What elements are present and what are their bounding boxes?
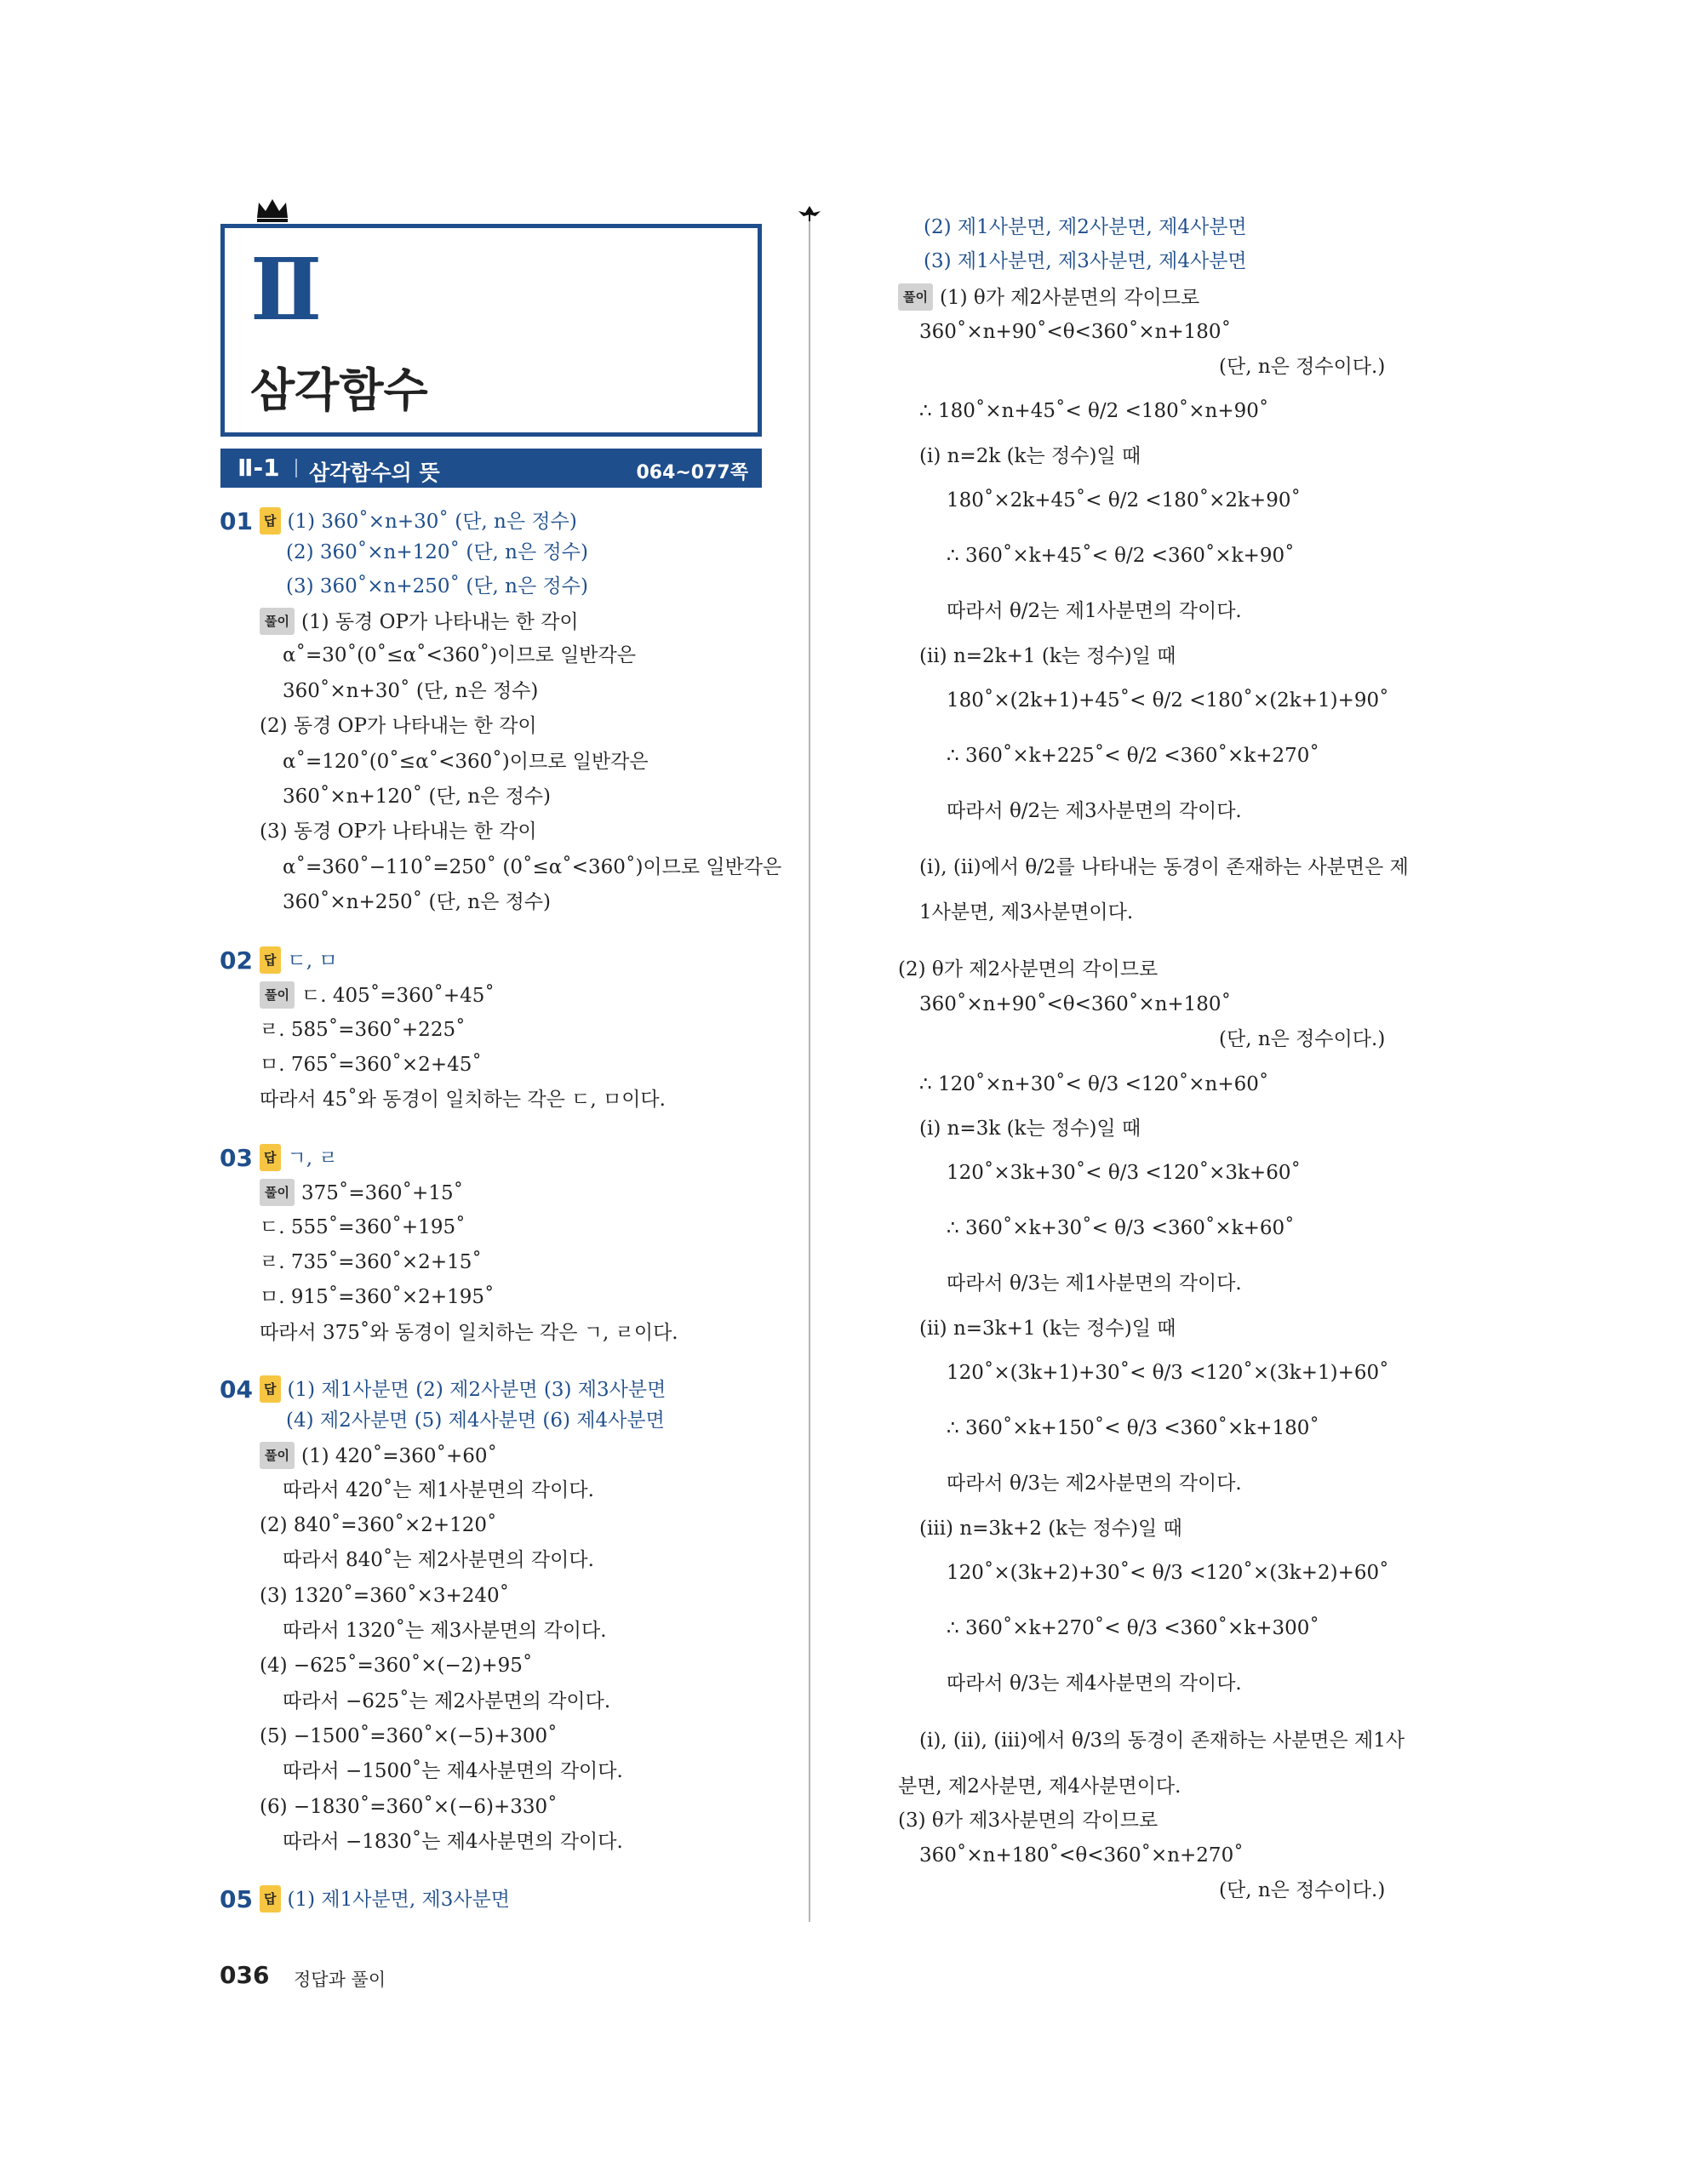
text-line: 360˚×n+90˚<θ<360˚×n+180˚ bbox=[919, 993, 1232, 1015]
column-divider-ornament-icon bbox=[797, 204, 822, 223]
text-line: (ⅲ) n=3k+2 (k는 정수)일 때 bbox=[919, 1518, 1182, 1540]
line-text: ㄷ, ㅁ bbox=[287, 950, 338, 972]
text-line: 180˚×(2k+1)+45˚< θ/2 <180˚×(2k+1)+90˚ bbox=[947, 689, 1389, 712]
section-number: Ⅱ-1 bbox=[237, 454, 280, 482]
text-line: 360˚×n+30˚ (단, n은 정수) bbox=[283, 680, 539, 702]
text-line: ∴ 360˚×k+45˚< θ/2 <360˚×k+90˚ bbox=[947, 545, 1295, 567]
solution-tag: 풀이 bbox=[898, 283, 933, 311]
text-line: ∴ 180˚×n+45˚< θ/2 <180˚×n+90˚ bbox=[919, 400, 1269, 422]
text-line: ∴ 360˚×k+270˚< θ/3 <360˚×k+300˚ bbox=[947, 1617, 1319, 1639]
solution-tag: 풀이 bbox=[260, 608, 295, 635]
line-text: ㄱ, ㄹ bbox=[287, 1147, 338, 1169]
text-line: 따라서 375˚와 동경이 일치하는 각은 ㄱ, ㄹ이다. bbox=[260, 1322, 678, 1344]
text-line: (3) 1320˚=360˚×3+240˚ bbox=[260, 1585, 510, 1607]
solution-tag: 풀이 bbox=[260, 981, 295, 1009]
line-text: (1) 420˚=360˚+60˚ bbox=[300, 1445, 497, 1467]
text-line: 따라서 θ/2는 제3사분면의 각이다. bbox=[947, 800, 1242, 822]
answer-tag: 답 bbox=[260, 1375, 281, 1403]
text-line: 120˚×3k+30˚< θ/3 <120˚×3k+60˚ bbox=[947, 1162, 1301, 1184]
text-line: 120˚×(3k+2)+30˚< θ/3 <120˚×(3k+2)+60˚ bbox=[947, 1562, 1389, 1584]
text-line: (2) 840˚=360˚×2+120˚ bbox=[260, 1514, 497, 1536]
answer-line bbox=[260, 1375, 666, 1403]
text-line: 분면, 제2사분면, 제4사분면이다. bbox=[898, 1775, 1181, 1798]
chapter-title: 삼각함수 bbox=[250, 363, 428, 417]
text-line: (단, n은 정수이다.) bbox=[1219, 356, 1386, 378]
text-line: 따라서 −1830˚는 제4사분면의 각이다. bbox=[283, 1831, 623, 1853]
chapter-header bbox=[220, 224, 762, 437]
problem-number: 01 bbox=[220, 507, 253, 535]
text-line: 1사분면, 제3사분면이다. bbox=[919, 901, 1134, 923]
answer-tag: 답 bbox=[260, 507, 281, 535]
text-line: α˚=30˚(0˚≤α˚<360˚)이므로 일반각은 bbox=[283, 644, 636, 666]
text-line: 따라서 420˚는 제1사분면의 각이다. bbox=[283, 1479, 594, 1501]
text-line: 180˚×2k+45˚< θ/2 <180˚×2k+90˚ bbox=[947, 489, 1301, 512]
line-text: (1) θ가 제2사분면의 각이므로 bbox=[939, 287, 1200, 309]
solution-line bbox=[260, 1442, 497, 1469]
text-line: (2) 제1사분면, 제2사분면, 제4사분면 bbox=[924, 216, 1247, 238]
text-line: 따라서 θ/3는 제1사분면의 각이다. bbox=[947, 1272, 1242, 1295]
solution-tag: 풀이 bbox=[260, 1179, 295, 1206]
problem-number: 03 bbox=[220, 1144, 253, 1172]
section-pages: 064~077쪽 bbox=[636, 462, 748, 483]
text-line: 따라서 −1500˚는 제4사분면의 각이다. bbox=[283, 1760, 623, 1782]
text-line: (ⅰ), (ⅱ)에서 θ/2를 나타내는 동경이 존재하는 사분면은 제 bbox=[919, 856, 1409, 878]
text-line: 따라서 1320˚는 제3사분면의 각이다. bbox=[283, 1620, 607, 1642]
answer-line bbox=[260, 946, 338, 974]
solution-tag: 풀이 bbox=[260, 1442, 295, 1469]
text-line: ∴ 360˚×k+150˚< θ/3 <360˚×k+180˚ bbox=[947, 1417, 1319, 1439]
crown-icon bbox=[255, 197, 289, 223]
text-line: 360˚×n+250˚ (단, n은 정수) bbox=[283, 891, 552, 913]
text-line: (4) 제2사분면 (5) 제4사분면 (6) 제4사분면 bbox=[286, 1409, 665, 1432]
text-line: ∴ 360˚×k+225˚< θ/2 <360˚×k+270˚ bbox=[947, 745, 1319, 767]
text-line: (6) −1830˚=360˚×(−6)+330˚ bbox=[260, 1796, 558, 1818]
problem-number: 05 bbox=[220, 1885, 253, 1913]
text-line: (단, n은 정수이다.) bbox=[1219, 1028, 1386, 1050]
section-title: 삼각함수의 뜻 bbox=[309, 460, 440, 485]
text-line: 따라서 θ/3는 제4사분면의 각이다. bbox=[947, 1672, 1242, 1695]
text-line: 따라서 θ/2는 제1사분면의 각이다. bbox=[947, 600, 1242, 622]
answer-tag: 답 bbox=[260, 1885, 281, 1912]
solution-line bbox=[260, 608, 579, 635]
line-text: ㄷ. 405˚=360˚+45˚ bbox=[300, 985, 495, 1007]
text-line: ∴ 360˚×k+30˚< θ/3 <360˚×k+60˚ bbox=[947, 1217, 1295, 1239]
text-line: (단, n은 정수이다.) bbox=[1219, 1879, 1386, 1901]
text-line: ∴ 120˚×n+30˚< θ/3 <120˚×n+60˚ bbox=[919, 1073, 1269, 1095]
solution-line bbox=[260, 981, 495, 1009]
text-line: (ⅰ) n=2k (k는 정수)일 때 bbox=[919, 445, 1141, 467]
text-line: (2) 동경 OP가 나타내는 한 각이 bbox=[260, 715, 537, 737]
text-line: (3) 제1사분면, 제3사분면, 제4사분면 bbox=[924, 250, 1247, 272]
text-line: 따라서 −625˚는 제2사분면의 각이다. bbox=[283, 1690, 611, 1712]
text-line: ㅁ. 915˚=360˚×2+195˚ bbox=[260, 1286, 495, 1308]
text-line: (2) 360˚×n+120˚ (단, n은 정수) bbox=[286, 541, 588, 563]
chapter-roman-numeral: Ⅱ bbox=[250, 239, 318, 340]
text-line: ㄷ. 555˚=360˚+195˚ bbox=[260, 1216, 466, 1238]
line-text: (1) 제1사분면 (2) 제2사분면 (3) 제3사분면 bbox=[287, 1379, 667, 1401]
text-line: ㄹ. 735˚=360˚×2+15˚ bbox=[260, 1251, 482, 1273]
text-line: (3) 360˚×n+250˚ (단, n은 정수) bbox=[286, 575, 588, 597]
answer-line bbox=[260, 1885, 510, 1912]
text-line: α˚=120˚(0˚≤α˚<360˚)이므로 일반각은 bbox=[283, 751, 649, 773]
line-text: 375˚=360˚+15˚ bbox=[300, 1182, 464, 1204]
text-line: (3) 동경 OP가 나타내는 한 각이 bbox=[260, 820, 537, 843]
answer-tag: 답 bbox=[260, 946, 281, 974]
text-line: (3) θ가 제3사분면의 각이므로 bbox=[898, 1810, 1159, 1832]
text-line: 따라서 840˚는 제2사분면의 각이다. bbox=[283, 1549, 594, 1571]
text-line: (ⅰ) n=3k (k는 정수)일 때 bbox=[919, 1118, 1141, 1140]
line-text: (1) 제1사분면, 제3사분면 bbox=[287, 1889, 511, 1911]
text-line: α˚=360˚−110˚=250˚ (0˚≤α˚<360˚)이므로 일반각은 bbox=[283, 856, 782, 878]
answer-line bbox=[260, 1144, 338, 1171]
text-line: (2) θ가 제2사분면의 각이므로 bbox=[898, 958, 1159, 981]
column-divider bbox=[809, 221, 810, 1922]
solution-line bbox=[260, 1179, 463, 1206]
text-line: 따라서 θ/3는 제2사분면의 각이다. bbox=[947, 1472, 1242, 1495]
text-line: ㅁ. 765˚=360˚×2+45˚ bbox=[260, 1054, 482, 1076]
page-number: 036 bbox=[220, 1961, 270, 1989]
text-line: (ⅱ) n=3k+1 (k는 정수)일 때 bbox=[919, 1318, 1176, 1340]
text-line: (ⅰ), (ⅱ), (ⅲ)에서 θ/3의 동경이 존재하는 사분면은 제1사 bbox=[919, 1729, 1405, 1752]
text-line: (5) −1500˚=360˚×(−5)+300˚ bbox=[260, 1725, 558, 1747]
text-line: 360˚×n+120˚ (단, n은 정수) bbox=[283, 786, 552, 808]
text-line: 360˚×n+90˚<θ<360˚×n+180˚ bbox=[919, 321, 1232, 343]
problem-number: 04 bbox=[220, 1375, 253, 1404]
line-text: (1) 동경 OP가 나타내는 한 각이 bbox=[300, 611, 579, 633]
text-line: ㄹ. 585˚=360˚+225˚ bbox=[260, 1019, 466, 1041]
section-bar bbox=[220, 449, 762, 488]
solution-line bbox=[898, 283, 1199, 311]
answer-line bbox=[260, 507, 577, 535]
text-line: (ⅱ) n=2k+1 (k는 정수)일 때 bbox=[919, 645, 1176, 667]
text-line: (4) −625˚=360˚×(−2)+95˚ bbox=[260, 1655, 533, 1677]
section-separator bbox=[295, 459, 297, 477]
text-line: 120˚×(3k+1)+30˚< θ/3 <120˚×(3k+1)+60˚ bbox=[947, 1362, 1389, 1384]
footer-label: 정답과 풀이 bbox=[294, 1970, 386, 1990]
text-line: 따라서 45˚와 동경이 일치하는 각은 ㄷ, ㅁ이다. bbox=[260, 1089, 666, 1111]
line-text: (1) 360˚×n+30˚ (단, n은 정수) bbox=[287, 511, 577, 533]
answer-tag: 답 bbox=[260, 1144, 281, 1171]
problem-number: 02 bbox=[220, 946, 253, 975]
text-line: 360˚×n+180˚<θ<360˚×n+270˚ bbox=[919, 1844, 1244, 1867]
